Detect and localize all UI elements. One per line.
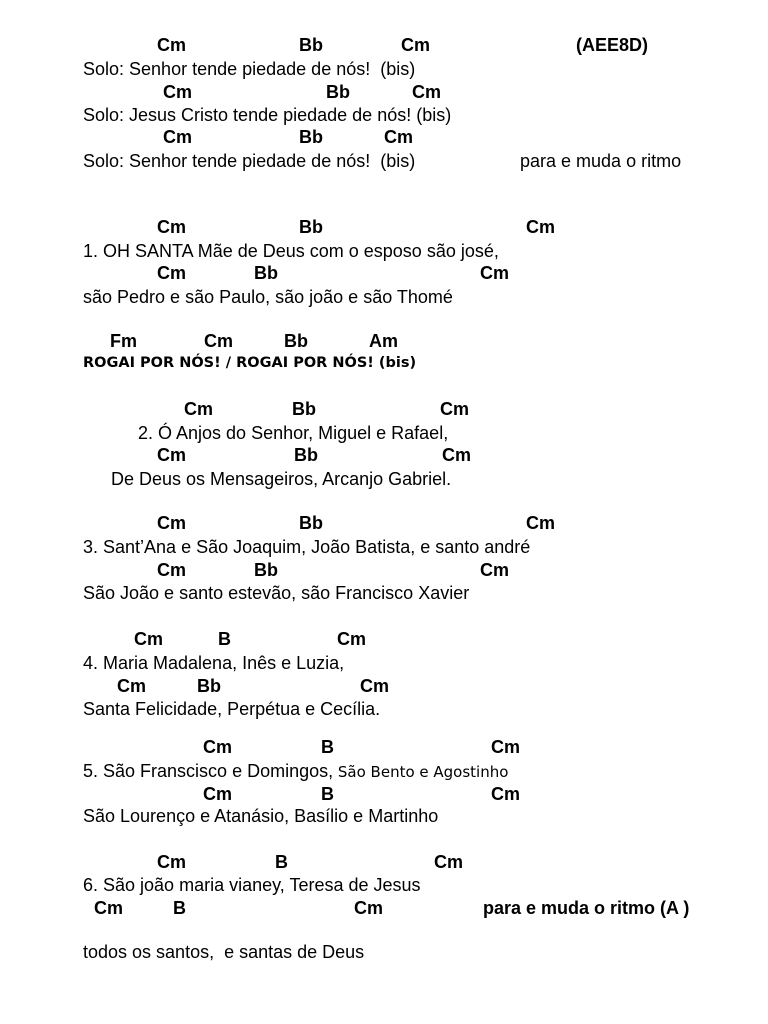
chord: Cm bbox=[203, 737, 233, 757]
chord: Bb bbox=[284, 331, 308, 351]
chord: Cm bbox=[117, 676, 147, 696]
chord: Cm bbox=[384, 127, 414, 147]
chord: Am bbox=[369, 331, 399, 351]
lyric-line bbox=[83, 762, 508, 781]
lyric-line: 1. OH SANTA Mãe de Deus com o esposo são josé, bbox=[83, 241, 499, 261]
lyric-line: São João e santo estevão, são Francisco Xavier bbox=[83, 583, 470, 603]
chord: Fm bbox=[110, 331, 137, 351]
chord: Cm bbox=[157, 513, 187, 533]
chord: Cm bbox=[157, 263, 187, 283]
chord: Cm bbox=[203, 784, 233, 804]
chord: Cm bbox=[354, 898, 384, 918]
chord: Cm bbox=[157, 560, 187, 580]
lyric-line: 2. Ó Anjos do Senhor, Miguel e Rafael, bbox=[138, 423, 449, 443]
chord: Bb bbox=[197, 676, 221, 696]
chord: Cm bbox=[401, 35, 431, 55]
chord: Cm bbox=[94, 898, 124, 918]
lyric-line: 4. Maria Madalena, Inês e Luzia, bbox=[83, 653, 345, 673]
chord: Cm bbox=[204, 331, 234, 351]
chord: Bb bbox=[299, 35, 323, 55]
chord: Cm bbox=[157, 217, 187, 237]
chord: Cm bbox=[526, 513, 556, 533]
chord: Bb bbox=[254, 560, 278, 580]
chord: Cm bbox=[491, 737, 521, 757]
lyric-line: são Pedro e são Paulo, são joão e são Thomé bbox=[83, 287, 453, 307]
song-code: (AEE8D) bbox=[576, 35, 649, 55]
lyric-line: Santa Felicidade, Perpétua e Cecília. bbox=[83, 699, 381, 719]
ending-line: todos os santos, e santas de Deus bbox=[83, 942, 365, 962]
chord: Cm bbox=[157, 445, 187, 465]
rhythm-note: para e muda o ritmo (A ) bbox=[483, 898, 690, 918]
chord: Bb bbox=[294, 445, 318, 465]
chord: Cm bbox=[157, 852, 187, 872]
chord: Cm bbox=[184, 399, 214, 419]
chord: Cm bbox=[337, 629, 367, 649]
chord: Cm bbox=[480, 263, 510, 283]
chord: Cm bbox=[134, 629, 164, 649]
chord: Bb bbox=[254, 263, 278, 283]
chord: B bbox=[321, 737, 334, 757]
refrain-text: ROGAI POR NÓS! / ROGAI POR NÓS! (bis) bbox=[83, 355, 417, 371]
lyric-line: Solo: Senhor tende piedade de nós! (bis) bbox=[83, 59, 416, 79]
chord: Bb bbox=[299, 217, 323, 237]
chord: Bb bbox=[299, 513, 323, 533]
chord: Bb bbox=[292, 399, 316, 419]
chord: B bbox=[218, 629, 231, 649]
chord: Cm bbox=[442, 445, 472, 465]
chord: Cm bbox=[434, 852, 464, 872]
lyric-part-small: São Bento e Agostinho bbox=[333, 763, 509, 781]
chord: Cm bbox=[480, 560, 510, 580]
chord: B bbox=[275, 852, 288, 872]
lyric-line: 3. Sant’Ana e São Joaquim, João Batista, e santo andré bbox=[83, 537, 531, 557]
chord: Bb bbox=[326, 82, 350, 102]
chord: Cm bbox=[440, 399, 470, 419]
lyric-line: Solo: Jesus Cristo tende piedade de nós! (bis) bbox=[83, 105, 452, 125]
chord: Cm bbox=[163, 82, 193, 102]
rhythm-note: para e muda o ritmo bbox=[520, 151, 682, 171]
chord: Cm bbox=[157, 35, 187, 55]
lyric-line: 6. São joão maria vianey, Teresa de Jesus bbox=[83, 875, 421, 895]
chord: B bbox=[321, 784, 334, 804]
lyric-line: Solo: Senhor tende piedade de nós! (bis) bbox=[83, 151, 416, 171]
chord: Cm bbox=[526, 217, 556, 237]
chord: Bb bbox=[299, 127, 323, 147]
lyric-line: São Lourenço e Atanásio, Basílio e Martinho bbox=[83, 806, 439, 826]
lyric-line: De Deus os Mensageiros, Arcanjo Gabriel. bbox=[111, 469, 452, 489]
chord: B bbox=[173, 898, 186, 918]
chord: Cm bbox=[412, 82, 442, 102]
chord: Cm bbox=[163, 127, 193, 147]
chord: Cm bbox=[491, 784, 521, 804]
chord: Cm bbox=[360, 676, 390, 696]
lyric-part: 5. São Franscisco e Domingos, bbox=[83, 761, 334, 781]
